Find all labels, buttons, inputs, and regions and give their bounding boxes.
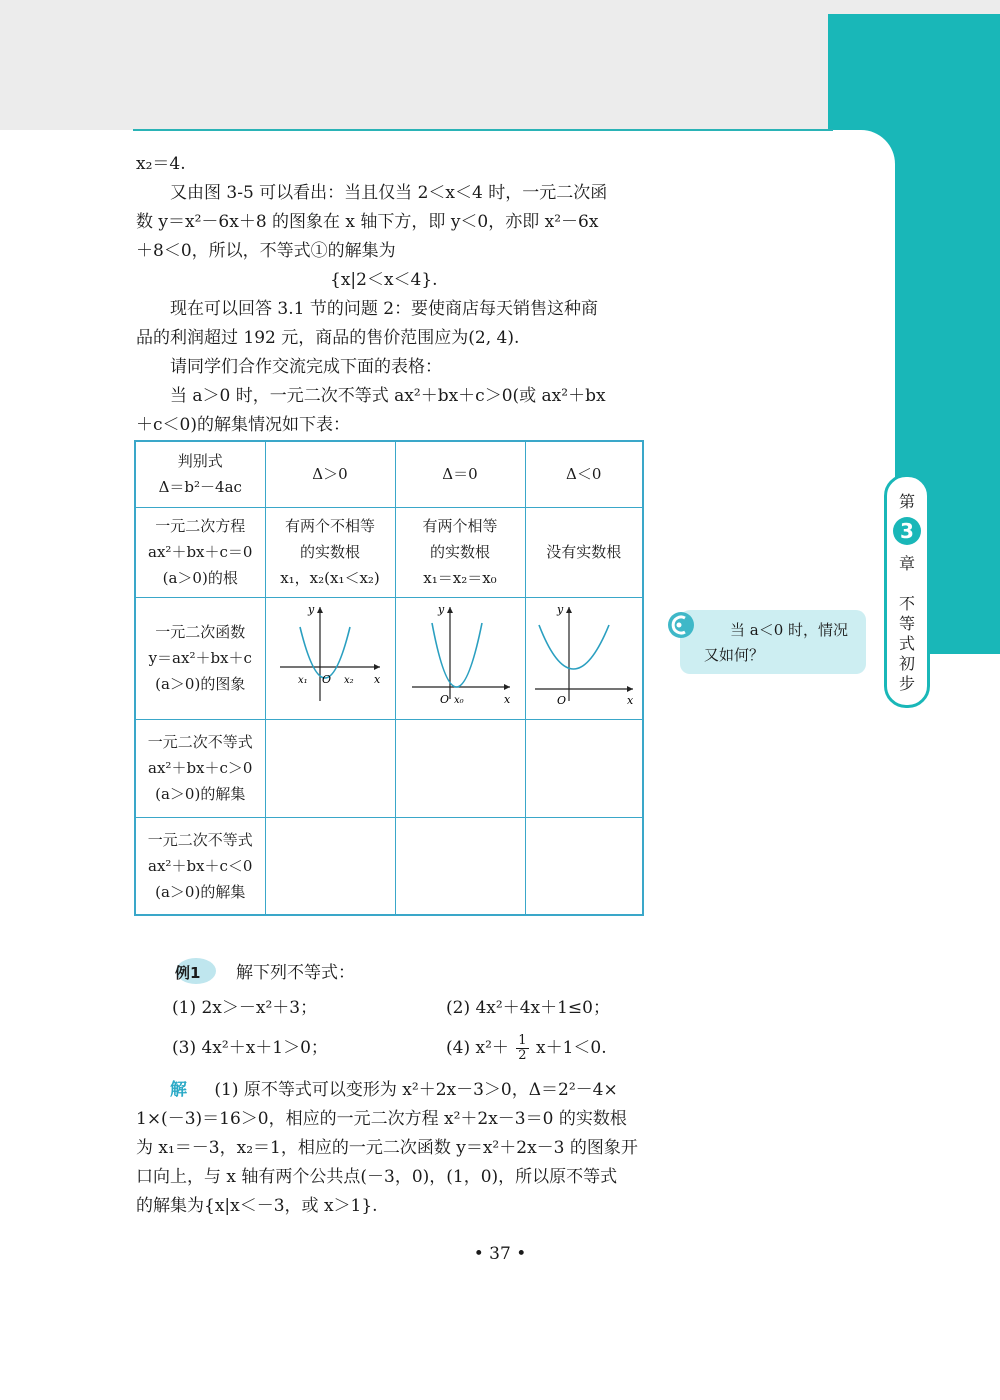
cell-text: 有两个相等 (422, 517, 498, 535)
text-line: 现在可以回答 3.1 节的问题 2：要使商店每天销售这种商 (170, 299, 599, 319)
cell-text: (a＞0)的图象 (155, 675, 246, 693)
root-x2-label: x₂ (344, 675, 354, 686)
chapter-side-tab (884, 474, 930, 708)
cell-text: 一元二次不等式 (147, 830, 253, 849)
empty-cell (525, 719, 643, 817)
roots-lt: 没有实数根 (525, 507, 643, 597)
axis-y-label: y (556, 603, 563, 616)
chapter-title-char: 式 (898, 634, 915, 653)
cell-text: (a＞0)的根 (162, 569, 238, 587)
parabola-one-root-graph (400, 599, 520, 709)
axis-x-label: x (374, 673, 381, 686)
solution-line: 口向上，与 x 轴有两个公共点(－3，0)，(1，0)，所以原不等式 (136, 1167, 618, 1187)
cell-text: ax²＋bx＋c＞0 (148, 759, 253, 777)
page-number: • 37 • (473, 1244, 527, 1264)
chapter-title-char: 不 (898, 594, 915, 613)
row-label-graph (135, 597, 265, 719)
axis-x-label: x (504, 693, 511, 706)
cell-text: 判别式 (177, 452, 223, 471)
fraction-denominator: 2 (518, 1048, 527, 1063)
chapter-char: 第 (898, 492, 915, 511)
solution-line: 1×(－3)＝16＞0，相应的一元二次方程 x²＋2x－3＝0 的实数根 (136, 1109, 627, 1129)
text-line: x₂＝4. (136, 154, 186, 174)
fraction-one-half (516, 1034, 528, 1063)
cell-text: x₁，x₂(x₁＜x₂) (280, 569, 380, 587)
note-line: 又如何？ (704, 646, 765, 664)
solution-line: 为 x₁＝－3，x₂＝1，相应的一元二次函数 y＝x²＋2x－3 的图象开 (136, 1138, 638, 1158)
cell-text: 一元二次方程 (155, 517, 246, 535)
text-line: ＋c＜0)的解集情况如下表： (136, 415, 350, 435)
solution-label: 解 (170, 1080, 187, 1100)
header-delta-lt: Δ＜0 (525, 441, 643, 507)
root-x1-label: x₁ (298, 675, 308, 686)
cell-text: ax²＋bx＋c＜0 (148, 856, 253, 875)
margin-note (680, 610, 866, 674)
graph-gt (265, 597, 395, 719)
empty-cell (265, 719, 395, 817)
cell-text: y＝ax²＋bx＋c (148, 649, 252, 667)
chapter-title-char: 步 (898, 674, 915, 693)
empty-cell (395, 817, 525, 915)
cell-text: 一元二次函数 (155, 623, 246, 641)
chapter-char: 章 (898, 554, 915, 573)
empty-cell (525, 817, 643, 915)
problem-1: (1) 2x＞－x²＋3； (172, 998, 318, 1018)
cell-text: 的实数根 (429, 543, 490, 561)
empty-cell (395, 719, 525, 817)
cell-text: Δ＝b²－4ac (158, 478, 242, 497)
solution-line (170, 1076, 618, 1104)
roots-gt (265, 507, 395, 597)
solution-text: (1) 原不等式可以变形为 x²＋2x－3＞0，Δ＝2²－4× (214, 1080, 618, 1100)
header-discriminant (135, 441, 265, 507)
example-badge-text: 例1 (175, 964, 201, 982)
problem-3: (3) 4x²＋x＋1＞0； (172, 1038, 328, 1058)
text-line: 数 y＝x²－6x＋8 的图象在 x 轴下方，即 y＜0，亦即 x²－6x (136, 212, 599, 232)
solution-set-formula: {x|2＜x＜4}. (330, 270, 438, 290)
roots-eq (395, 507, 525, 597)
text-line: 品的利润超过 192 元，商品的售价范围应为(2, 4). (136, 328, 520, 348)
cell-text: 一元二次不等式 (147, 733, 253, 751)
empty-cell (265, 817, 395, 915)
margin-note-text (704, 618, 860, 668)
header-delta-eq: Δ＝0 (395, 441, 525, 507)
solution-line: 的解集为{x|x＜－3，或 x＞1}. (136, 1196, 378, 1216)
problem-4 (446, 1034, 607, 1063)
parabola-two-roots-graph (270, 599, 390, 709)
row-label-roots (135, 507, 265, 597)
chapter-title-char: 初 (898, 654, 915, 673)
solution-table (134, 440, 644, 916)
origin-label: O (440, 693, 450, 706)
example-title: 解下列不等式： (236, 963, 355, 983)
graph-eq (395, 597, 525, 719)
fraction-numerator: 1 (518, 1033, 527, 1048)
graph-lt (525, 597, 643, 719)
root-x0-label: x₀ (454, 695, 464, 706)
chapter-title-char: 等 (898, 614, 915, 633)
header-rule (133, 129, 833, 131)
think-bubble-icon (666, 610, 696, 640)
problem-4-part-b: x＋1＜0. (535, 1038, 607, 1058)
parabola-no-root-graph (527, 599, 641, 709)
origin-label: O (322, 673, 332, 686)
text-line: 请同学们合作交流完成下面的表格： (170, 357, 442, 377)
text-line: 又由图 3-5 可以看出：当且仅当 2＜x＜4 时，一元二次函 (170, 183, 608, 203)
cell-text: 的实数根 (299, 543, 360, 561)
cell-text: (a＞0)的解集 (155, 785, 246, 803)
row-label-gt-set (135, 719, 265, 817)
note-line: 当 a＜0 时，情况 (730, 621, 849, 639)
axis-y-label: y (308, 603, 315, 616)
chapter-number: 3 (893, 517, 921, 545)
header-delta-gt: Δ＞0 (265, 441, 395, 507)
cell-text: x₁＝x₂＝x₀ (423, 569, 497, 587)
text-line: 当 a＞0 时，一元二次不等式 ax²＋bx＋c＞0(或 ax²＋bx (170, 386, 606, 406)
cell-text: (a＞0)的解集 (155, 882, 246, 901)
origin-label: O (556, 694, 566, 707)
problem-4-part-a: (4) x²＋ (446, 1038, 509, 1058)
axis-y-label: y (438, 603, 445, 616)
problem-2: (2) 4x²＋4x＋1≤0； (446, 998, 610, 1018)
cell-text: 有两个不相等 (284, 517, 375, 535)
example-badge-icon (172, 956, 216, 986)
cell-text: ax²＋bx＋c＝0 (148, 543, 253, 561)
row-label-lt-set (135, 817, 265, 915)
axis-x-label: x (626, 694, 633, 707)
text-line: ＋8＜0，所以，不等式①的解集为 (136, 241, 396, 261)
